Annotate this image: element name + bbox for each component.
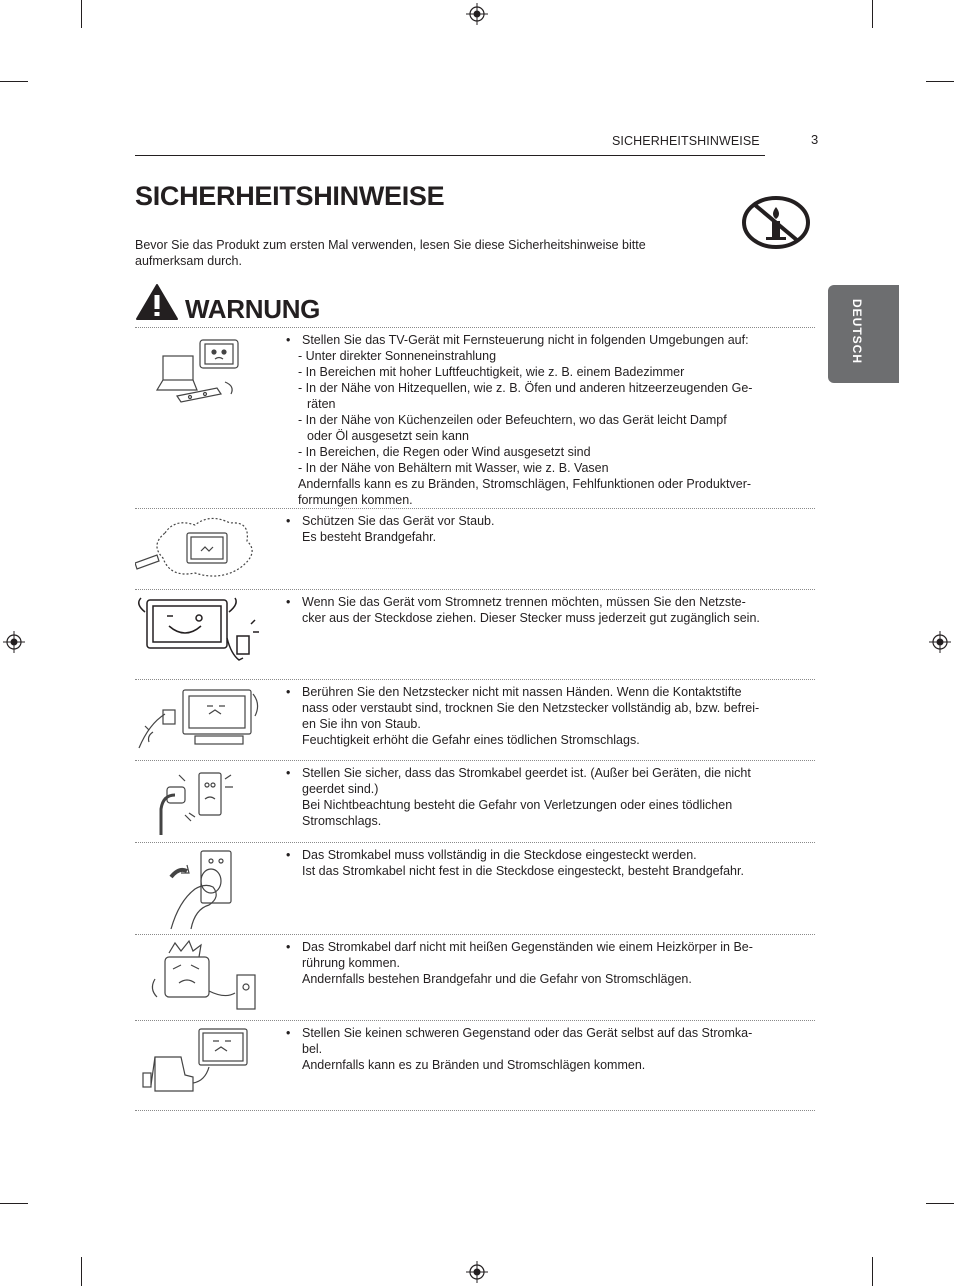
warning-item	[135, 589, 815, 679]
warning-heading: WARNUNG	[185, 294, 321, 324]
bullet-line	[286, 684, 778, 700]
text-line: - In Bereichen, die Regen oder Wind ausgesetzt sind	[298, 445, 591, 459]
bullet-line	[286, 513, 778, 529]
warning-item	[135, 842, 815, 934]
bullet-line	[286, 332, 778, 348]
text-line: Andernfalls kann es zu Bränden und Stromschlägen kommen.	[302, 1058, 646, 1072]
warning-item	[135, 1020, 815, 1111]
warning-text	[286, 935, 778, 987]
warning-item	[135, 508, 815, 589]
registration-mark-icon	[466, 1261, 488, 1283]
warning-text	[286, 843, 778, 879]
bullet-text: Stellen Sie sicher, dass das Stromkabel geerdet ist. (Außer bei Geräten, die nicht	[302, 766, 751, 780]
bullet-line	[286, 847, 778, 863]
warning-item	[135, 327, 815, 508]
bullet-line	[286, 1025, 778, 1041]
tv-remote-illustration	[135, 332, 265, 412]
heater-cable-illustration	[135, 939, 265, 1017]
text-line: bel.	[302, 1042, 323, 1056]
warning-list	[135, 327, 815, 1111]
bullet-line	[286, 939, 778, 955]
bullet-icon: •	[286, 514, 291, 528]
dust-tv-illustration	[135, 513, 265, 585]
crop-mark	[81, 0, 82, 28]
text-line: oder Öl ausgesetzt sein kann	[307, 429, 469, 443]
header-rule	[135, 155, 765, 156]
page-number: 3	[811, 132, 819, 147]
text-line: Es besteht Brandgefahr.	[302, 530, 437, 544]
bullet-icon: •	[286, 766, 291, 780]
warning-text	[286, 590, 778, 626]
bullet-text: Stellen Sie das TV-Gerät mit Fernsteuerung nicht in folgenden Umgebungen auf:	[302, 333, 749, 347]
text-line: formungen kommen.	[298, 493, 413, 507]
crop-mark	[872, 0, 873, 28]
warning-text	[286, 509, 778, 545]
no-open-flame-icon	[741, 195, 811, 250]
bullet-text: Schützen Sie das Gerät vor Staub.	[302, 514, 495, 528]
text-line: - In Bereichen mit hoher Luftfeuchtigkeit, wie z. B. einem Badezimmer	[298, 365, 685, 379]
text-line: Bei Nichtbeachtung besteht die Gefahr von Verletzungen oder eines tödlichen	[302, 798, 733, 812]
text-line: - In der Nähe von Küchenzeilen oder Befeuchtern, wo das Gerät leicht Dampf	[298, 413, 727, 427]
bullet-icon: •	[286, 940, 291, 954]
warning-item	[135, 679, 815, 760]
crop-mark	[0, 81, 28, 82]
registration-mark-icon	[3, 631, 25, 653]
bullet-text: Wenn Sie das Gerät vom Stromnetz trennen möchten, müssen Sie den Netzste-	[302, 595, 746, 609]
bullet-line	[286, 594, 778, 610]
unplug-tv-illustration	[135, 594, 265, 674]
crop-mark	[926, 81, 954, 82]
text-line: geerdet sind.)	[302, 782, 379, 796]
text-line: Stromschlags.	[302, 814, 382, 828]
crop-mark	[81, 1257, 82, 1286]
text-line: - In der Nähe von Hitzequellen, wie z. B. Öfen und anderen hitzeerzeugenden Ge-	[298, 381, 753, 395]
bullet-text: Stellen Sie keinen schweren Gegenstand oder das Gerät selbst auf das Stromka-	[302, 1026, 753, 1040]
text-line: Andernfalls kann es zu Bränden, Stromschlägen, Fehlfunktionen oder Produktver-	[298, 477, 752, 491]
text-line: Feuchtigkeit erhöht die Gefahr eines tödlichen Stromschlags.	[302, 733, 640, 747]
intro-text: Bevor Sie das Produkt zum ersten Mal verwenden, lesen Sie diese Sicherheitshinweise bitte aufmerksam durch.	[135, 238, 646, 268]
crop-mark	[0, 1203, 28, 1204]
wet-hands-plug-illustration	[135, 684, 265, 756]
warning-text	[286, 761, 778, 829]
text-line: en Sie ihn von Staub.	[302, 717, 421, 731]
warning-item	[135, 934, 815, 1020]
warning-text	[286, 328, 778, 508]
bullet-line	[286, 765, 778, 781]
bullet-icon: •	[286, 595, 291, 609]
bullet-text: Berühren Sie den Netzstecker nicht mit nassen Händen. Wenn die Kontaktstifte	[302, 685, 742, 699]
text-line: Andernfalls bestehen Brandgefahr und die Gefahr von Stromschlägen.	[302, 972, 692, 986]
warning-item	[135, 760, 815, 842]
bullet-icon: •	[286, 1026, 291, 1040]
page-title: SICHERHEITSHINWEISE	[135, 181, 445, 211]
warning-triangle-icon	[135, 283, 179, 321]
text-line: nass oder verstaubt sind, trocknen Sie den Netzstecker vollständig ab, bzw. befrei-	[302, 701, 760, 715]
running-header: SICHERHEITSHINWEISE	[612, 134, 760, 148]
warning-text	[286, 680, 778, 748]
bullet-text: Das Stromkabel darf nicht mit heißen Gegenständen wie einem Heizkörper in Be-	[302, 940, 753, 954]
registration-mark-icon	[929, 631, 951, 653]
heavy-object-cable-illustration	[135, 1025, 265, 1105]
language-tab: DEUTSCH	[828, 285, 899, 383]
crop-mark	[926, 1203, 954, 1204]
text-line: - Unter direkter Sonneneinstrahlung	[298, 349, 497, 363]
bullet-text: Das Stromkabel muss vollständig in die Steckdose eingesteckt werden.	[302, 848, 697, 862]
plug-fully-inserted-illustration	[135, 847, 265, 931]
bullet-icon: •	[286, 848, 291, 862]
text-line: cker aus der Steckdose ziehen. Dieser Stecker muss jederzeit gut zugänglich sein.	[302, 611, 760, 625]
text-line: - In der Nähe von Behältern mit Wasser, wie z. B. Vasen	[298, 461, 609, 475]
warning-text	[286, 1021, 778, 1073]
crop-mark	[872, 1257, 873, 1286]
bullet-icon: •	[286, 333, 291, 347]
bullet-icon: •	[286, 685, 291, 699]
grounded-plug-illustration	[135, 765, 265, 839]
text-line: räten	[307, 397, 336, 411]
registration-mark-icon	[466, 3, 488, 25]
text-line: Ist das Stromkabel nicht fest in die Steckdose eingesteckt, besteht Brandgefahr.	[302, 864, 744, 878]
text-line: rührung kommen.	[302, 956, 400, 970]
